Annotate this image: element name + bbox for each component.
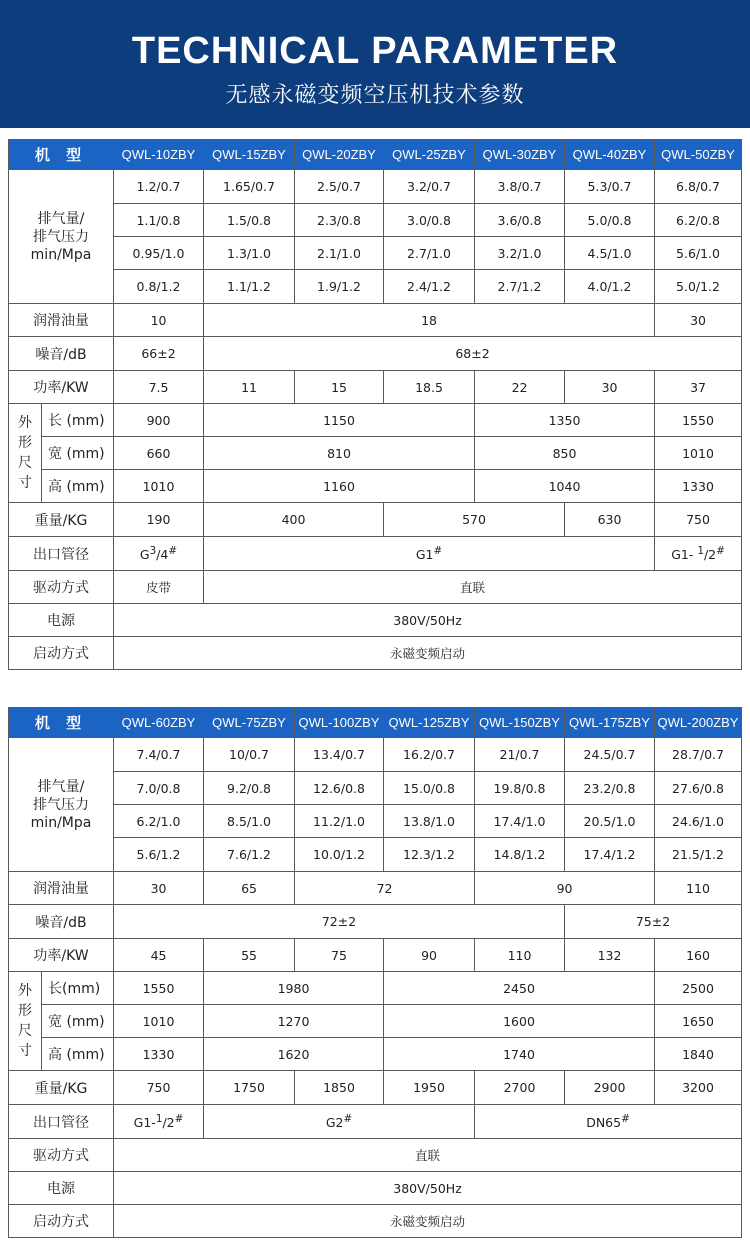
weight-value: 190 — [114, 503, 204, 537]
air-delivery-value: 10/0.7 — [204, 738, 295, 772]
length-value: 1550 — [655, 404, 742, 437]
power-value: 37 — [655, 371, 742, 404]
width-row — [9, 1005, 742, 1038]
air-delivery-value: 20.5/1.0 — [565, 805, 655, 838]
air-delivery-value: 2.3/0.8 — [295, 204, 384, 237]
oil-value: 30 — [655, 304, 742, 337]
air-delivery-value: 3.2/1.0 — [475, 237, 565, 270]
model-name: QWL-50ZBY — [655, 140, 742, 170]
width-value: 660 — [114, 437, 204, 470]
outlet-value: G1- $^1$/2# — [655, 537, 742, 571]
air-delivery-row — [9, 237, 742, 270]
air-delivery-value: 14.8/1.2 — [475, 838, 565, 872]
height-value: 1010 — [114, 470, 204, 503]
model-name: QWL-10ZBY — [114, 140, 204, 170]
weight-row — [9, 503, 742, 537]
outlet-label: 出口管径 — [9, 1105, 114, 1139]
outlet-value: G1-$^1$/2# — [114, 1105, 204, 1139]
outlet-row — [9, 537, 742, 571]
power-value: 90 — [384, 939, 475, 972]
length-value: 900 — [114, 404, 204, 437]
power-supply-row — [9, 604, 742, 637]
height-row — [9, 470, 742, 503]
height-value: 1330 — [114, 1038, 204, 1071]
air-delivery-value: 1.3/1.0 — [204, 237, 295, 270]
air-delivery-value: 5.0/0.8 — [565, 204, 655, 237]
height-value: 1040 — [475, 470, 655, 503]
air-delivery-row — [9, 772, 742, 805]
page-subtitle: 无感永磁变频空压机技术参数 — [225, 83, 525, 108]
air-delivery-value: 21.5/1.2 — [655, 838, 742, 872]
air-delivery-value: 10.0/1.2 — [295, 838, 384, 872]
air-delivery-value: 1.2/0.7 — [114, 170, 204, 204]
noise-label: 噪音/dB — [9, 337, 114, 371]
dimension-label: 外 形 尺 寸 — [9, 972, 42, 1071]
drive-label: 驱动方式 — [9, 571, 114, 604]
length-value: 1550 — [114, 972, 204, 1005]
power-supply-label: 电源 — [9, 604, 114, 637]
spec-table-2 — [8, 707, 742, 1238]
air-delivery-value: 4.5/1.0 — [565, 237, 655, 270]
power-value: 18.5 — [384, 371, 475, 404]
air-delivery-value: 3.0/0.8 — [384, 204, 475, 237]
air-delivery-value: 7.6/1.2 — [204, 838, 295, 872]
power-value: 15 — [295, 371, 384, 404]
model-name: QWL-25ZBY — [384, 140, 475, 170]
power-value: 110 — [475, 939, 565, 972]
noise-value: 72±2 — [114, 905, 565, 939]
outlet-value: G1# — [204, 537, 655, 571]
air-delivery-value: 5.6/1.0 — [655, 237, 742, 270]
air-delivery-value: 3.2/0.7 — [384, 170, 475, 204]
length-value: 1150 — [204, 404, 475, 437]
air-delivery-value: 17.4/1.0 — [475, 805, 565, 838]
air-delivery-value: 5.6/1.2 — [114, 838, 204, 872]
outlet-row — [9, 1105, 742, 1139]
weight-row — [9, 1071, 742, 1105]
width-value: 1650 — [655, 1005, 742, 1038]
power-label: 功率/KW — [9, 939, 114, 972]
dimension-label: 外 形 尺 寸 — [9, 404, 42, 503]
noise-row — [9, 337, 742, 371]
outlet-value: $G^3/4^{\#}$ — [114, 537, 204, 571]
height-value: 1620 — [204, 1038, 384, 1071]
air-delivery-value: 21/0.7 — [475, 738, 565, 772]
weight-value: 750 — [114, 1071, 204, 1105]
width-value: 1600 — [384, 1005, 655, 1038]
air-delivery-value: 2.1/1.0 — [295, 237, 384, 270]
length-value: 1980 — [204, 972, 384, 1005]
air-delivery-value: 19.8/0.8 — [475, 772, 565, 805]
power-supply-value: 380V/50Hz — [114, 1172, 742, 1205]
width-value: 850 — [475, 437, 655, 470]
spec-table-1 — [8, 139, 742, 670]
weight-value: 2700 — [475, 1071, 565, 1105]
air-delivery-value: 24.5/0.7 — [565, 738, 655, 772]
air-delivery-value: 11.2/1.0 — [295, 805, 384, 838]
model-name: QWL-60ZBY — [114, 708, 204, 738]
oil-label: 润滑油量 — [9, 304, 114, 337]
weight-value: 2900 — [565, 1071, 655, 1105]
air-delivery-value: 2.4/1.2 — [384, 270, 475, 304]
power-value: 132 — [565, 939, 655, 972]
start-value: 永磁变频启动 — [114, 1205, 742, 1238]
air-delivery-value: 15.0/0.8 — [384, 772, 475, 805]
weight-value: 750 — [655, 503, 742, 537]
length-value: 2450 — [384, 972, 655, 1005]
weight-value: 570 — [384, 503, 565, 537]
length-label: 长 (mm) — [42, 404, 114, 437]
air-delivery-value: 16.2/0.7 — [384, 738, 475, 772]
model-name: QWL-20ZBY — [295, 140, 384, 170]
air-delivery-value: 27.6/0.8 — [655, 772, 742, 805]
oil-value: 110 — [655, 872, 742, 905]
air-delivery-value: 2.5/0.7 — [295, 170, 384, 204]
air-delivery-value: 13.4/0.7 — [295, 738, 384, 772]
air-delivery-value: 6.2/0.8 — [655, 204, 742, 237]
air-delivery-value: 13.8/1.0 — [384, 805, 475, 838]
air-delivery-value: 2.7/1.2 — [475, 270, 565, 304]
height-value: 1740 — [384, 1038, 655, 1071]
length-row — [9, 972, 742, 1005]
air-delivery-value: 24.6/1.0 — [655, 805, 742, 838]
oil-label: 润滑油量 — [9, 872, 114, 905]
power-value: 75 — [295, 939, 384, 972]
power-value: 30 — [565, 371, 655, 404]
model-name: QWL-125ZBY — [384, 708, 475, 738]
air-delivery-value: 17.4/1.2 — [565, 838, 655, 872]
weight-value: 1850 — [295, 1071, 384, 1105]
air-delivery-row — [9, 270, 742, 304]
air-delivery-value: 4.0/1.2 — [565, 270, 655, 304]
air-delivery-value: 7.4/0.7 — [114, 738, 204, 772]
model-row — [9, 140, 742, 170]
length-label: 长(mm) — [42, 972, 114, 1005]
noise-label: 噪音/dB — [9, 905, 114, 939]
air-delivery-value: 3.8/0.7 — [475, 170, 565, 204]
power-value: 55 — [204, 939, 295, 972]
power-label: 功率/KW — [9, 371, 114, 404]
drive-value: 直联 — [204, 571, 742, 604]
air-delivery-row — [9, 170, 742, 204]
weight-value: 1950 — [384, 1071, 475, 1105]
height-value: 1330 — [655, 470, 742, 503]
model-name: QWL-200ZBY — [655, 708, 742, 738]
air-delivery-value: 1.9/1.2 — [295, 270, 384, 304]
noise-value: 68±2 — [204, 337, 742, 371]
air-delivery-value: 28.7/0.7 — [655, 738, 742, 772]
oil-value: 65 — [204, 872, 295, 905]
drive-label: 驱动方式 — [9, 1139, 114, 1172]
height-label: 高 (mm) — [42, 1038, 114, 1071]
power-supply-value: 380V/50Hz — [114, 604, 742, 637]
air-delivery-value: 1.5/0.8 — [204, 204, 295, 237]
air-delivery-value: 7.0/0.8 — [114, 772, 204, 805]
air-delivery-value: 6.8/0.7 — [655, 170, 742, 204]
model-row — [9, 708, 742, 738]
width-label: 宽 (mm) — [42, 1005, 114, 1038]
oil-value: 90 — [475, 872, 655, 905]
width-value: 810 — [204, 437, 475, 470]
oil-value: 30 — [114, 872, 204, 905]
air-delivery-row — [9, 738, 742, 772]
height-label: 高 (mm) — [42, 470, 114, 503]
model-name: QWL-150ZBY — [475, 708, 565, 738]
power-value: 45 — [114, 939, 204, 972]
oil-row — [9, 872, 742, 905]
outlet-value: G2# — [204, 1105, 475, 1139]
air-delivery-value: 5.0/1.2 — [655, 270, 742, 304]
oil-value: 72 — [295, 872, 475, 905]
height-row — [9, 1038, 742, 1071]
length-value: 1350 — [475, 404, 655, 437]
air-delivery-value: 9.2/0.8 — [204, 772, 295, 805]
width-label: 宽 (mm) — [42, 437, 114, 470]
oil-value: 18 — [204, 304, 655, 337]
air-delivery-value: 0.95/1.0 — [114, 237, 204, 270]
air-delivery-label: 排气量/ 排气压力 min/Mpa — [9, 170, 114, 304]
air-delivery-value: 6.2/1.0 — [114, 805, 204, 838]
width-row — [9, 437, 742, 470]
height-value: 1160 — [204, 470, 475, 503]
height-value: 1840 — [655, 1038, 742, 1071]
air-delivery-value: 12.3/1.2 — [384, 838, 475, 872]
start-row — [9, 1205, 742, 1238]
air-delivery-value: 5.3/0.7 — [565, 170, 655, 204]
oil-row — [9, 304, 742, 337]
start-label: 启动方式 — [9, 1205, 114, 1238]
drive-value: 皮带 — [114, 571, 204, 604]
power-row — [9, 371, 742, 404]
model-label: 机 型 — [9, 140, 114, 170]
air-delivery-row — [9, 838, 742, 872]
noise-row — [9, 905, 742, 939]
width-value: 1270 — [204, 1005, 384, 1038]
air-delivery-value: 2.7/1.0 — [384, 237, 475, 270]
model-name: QWL-40ZBY — [565, 140, 655, 170]
power-row — [9, 939, 742, 972]
air-delivery-value: 3.6/0.8 — [475, 204, 565, 237]
power-value: 11 — [204, 371, 295, 404]
model-name: QWL-175ZBY — [565, 708, 655, 738]
model-name: QWL-100ZBY — [295, 708, 384, 738]
weight-value: 400 — [204, 503, 384, 537]
model-name: QWL-75ZBY — [204, 708, 295, 738]
model-name: QWL-15ZBY — [204, 140, 295, 170]
noise-value: 75±2 — [565, 905, 742, 939]
power-value: 22 — [475, 371, 565, 404]
noise-value: 66±2 — [114, 337, 204, 371]
page-title: TECHNICAL PARAMETER — [131, 30, 619, 72]
air-delivery-value: 8.5/1.0 — [204, 805, 295, 838]
air-delivery-value: 0.8/1.2 — [114, 270, 204, 304]
drive-row — [9, 571, 742, 604]
length-value: 2500 — [655, 972, 742, 1005]
width-value: 1010 — [114, 1005, 204, 1038]
power-supply-label: 电源 — [9, 1172, 114, 1205]
weight-value: 3200 — [655, 1071, 742, 1105]
length-row — [9, 404, 742, 437]
power-value: 7.5 — [114, 371, 204, 404]
start-label: 启动方式 — [9, 637, 114, 670]
weight-value: 630 — [565, 503, 655, 537]
model-label: 机 型 — [9, 708, 114, 738]
air-delivery-value: 1.65/0.7 — [204, 170, 295, 204]
weight-label: 重量/KG — [9, 1071, 114, 1105]
oil-value: 10 — [114, 304, 204, 337]
page-banner — [0, 0, 750, 128]
air-delivery-row — [9, 204, 742, 237]
weight-label: 重量/KG — [9, 503, 114, 537]
outlet-value: DN65# — [475, 1105, 742, 1139]
drive-value: 直联 — [114, 1139, 742, 1172]
air-delivery-value: 1.1/1.2 — [204, 270, 295, 304]
power-value: 160 — [655, 939, 742, 972]
model-name: QWL-30ZBY — [475, 140, 565, 170]
width-value: 1010 — [655, 437, 742, 470]
outlet-label: 出口管径 — [9, 537, 114, 571]
air-delivery-row — [9, 805, 742, 838]
start-row — [9, 637, 742, 670]
air-delivery-value: 1.1/0.8 — [114, 204, 204, 237]
air-delivery-label: 排气量/ 排气压力 min/Mpa — [9, 738, 114, 872]
drive-row — [9, 1139, 742, 1172]
air-delivery-value: 23.2/0.8 — [565, 772, 655, 805]
start-value: 永磁变频启动 — [114, 637, 742, 670]
air-delivery-value: 12.6/0.8 — [295, 772, 384, 805]
weight-value: 1750 — [204, 1071, 295, 1105]
power-supply-row — [9, 1172, 742, 1205]
